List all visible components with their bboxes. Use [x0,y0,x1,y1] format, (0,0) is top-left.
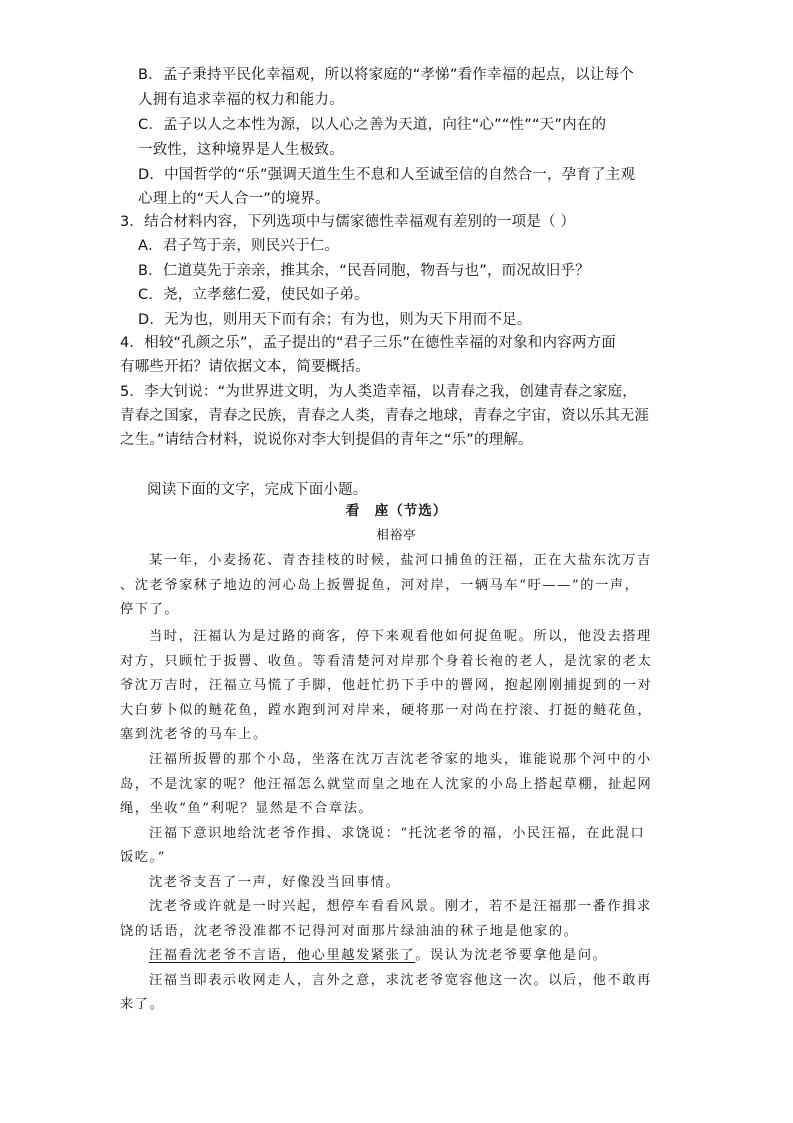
underlined-sentence: 汪福看沈老爷不言语，他心里越发紧张了 [149,948,416,963]
paragraph-1-line-2: 、沈老爷家秫子地边的河心岛上扳罾捉鱼，河对岸，一辆马车“吁——”的一声， [120,578,640,593]
paragraph-1-line-1: 某一年，小麦扬花、青杏挂枝的时候，盐河口捕鱼的汪福，正在大盐东沈万吉 [149,553,652,568]
option-b-line-2: 人拥有追求幸福的权力和能力。 [138,92,344,108]
question-4-line-2: 有哪些开拓？请依据文本，简要概括。 [120,359,370,375]
paragraph-2-line-3: 爷沈万吉时，汪福立马慌了手脚，他赶忙扔下手中的罾网，抱起刚刚捕捉到的一对 [120,678,653,693]
paragraph-6-line-1: 沈老爷或许就是一时兴起，想停车看看风景。刚才，若不是汪福那一番作揖求 [149,899,652,914]
passage-author: 相裕亭 [376,527,417,542]
paragraph-3-line-1: 汪福所扳罾的那个小岛，坐落在沈万吉沈老爷家的地头，谁能说那个河中的小 [149,752,652,767]
paragraph-2-line-1: 当时，汪福认为是过路的商客，停下来观看他如何捉鱼呢。所以，他没去搭理 [149,629,652,644]
paragraph-2-line-4: 大白萝卜似的鲢花鱼，蹚水跑到河对岸来，硬将那一对尚在拧滚、打挺的鲢花鱼， [120,703,653,718]
question-5-line-2: 青春之国家，青春之民族，青春之人类，青春之地球，青春之宇宙，资以乐其无涯 [120,408,650,424]
paragraph-3-line-2: 岛，不是沈家的呢？他汪福怎么就堂而皇之地在人沈家的小岛上搭起草棚，扯起网 [120,777,653,792]
paragraph-7 [149,944,607,968]
paragraph-8-line-2: 来了。 [120,997,165,1012]
question-3-option-b: B．仁道莫先于亲亲，推其余，“民吾同胞，物吾与也”，而况故旧乎？ [138,263,590,279]
question-3-stem: 3．结合材料内容，下列选项中与儒家德性幸福观有差别的一项是（ ） [120,214,576,230]
paragraph-5: 沈老爷支吾了一声，好像没当回事情。 [149,875,401,890]
paragraph-1-line-3: 停下了。 [120,602,180,617]
reading-instruction: 阅读下面的文字，完成下面小题。 [147,482,368,498]
question-5-line-1: 5．李大钊说：“为世界进文明，为人类造幸福，以青春之我，创建青春之家庭， [120,384,637,400]
paragraph-8-line-1: 汪福当即表示收网走人，言外之意，求沈老爷宽容他这一次。以后，他不敢再 [149,973,652,988]
question-3-option-a: A．君子笃于亲，则民兴于仁。 [138,238,340,254]
option-b-line-1: B．孟子秉持平民化幸福观，所以将家庭的“孝悌”看作幸福的起点，以让每个 [138,67,634,83]
option-d-line-1: D．中国哲学的“乐”强调天道生生不息和人至诚至信的自然合一，孕育了主观 [138,167,636,183]
question-5-line-3: 之生。”请结合材料，说说你对李大钊提倡的青年之“乐”的理解。 [120,432,533,448]
question-3-option-c: C．尧，立孝慈仁爱，使民如子弟。 [138,287,369,303]
paragraph-2-line-2: 对方，只顾忙于扳罾、收鱼。等看清楚河对岸那个身着长袍的老人，是沈家的老太 [120,654,653,669]
paragraph-2-line-5: 塞到沈老爷的马车上。 [120,727,268,742]
passage-title: 看 座（节选） [345,503,448,519]
paragraph-4-line-2: 饭吃。” [120,850,167,865]
option-d-line-2: 心理上的“天人合一”的境界。 [138,191,330,207]
option-c-line-2: 一致性，这种境界是人生极致。 [138,142,344,158]
question-4-line-1: 4．相较“孔颜之乐”，孟子提出的“君子三乐”在德性幸福的对象和内容两方面 [120,335,616,351]
paragraph-7-rest: 。误认为沈老爷要拿他是问。 [415,948,608,963]
paragraph-4-line-1: 汪福下意识地给沈老爷作揖、求饶说：“托沈老爷的福，小民汪福，在此混口 [149,826,646,841]
option-c-line-1: C．孟子以人之本性为源，以人心之善为天道，向往“心”“性”“天”内在的 [138,117,607,133]
paragraph-6-line-2: 饶的话语，沈老爷没准都不记得河对面那片绿油油的秫子地是他家的。 [120,924,579,939]
paragraph-3-line-3: 绳，坐收“鱼”利呢？显然是不合章法。 [120,801,374,816]
question-3-option-d: D．无为也，则用天下而有余；有为也，则为天下用而不足。 [138,312,532,328]
